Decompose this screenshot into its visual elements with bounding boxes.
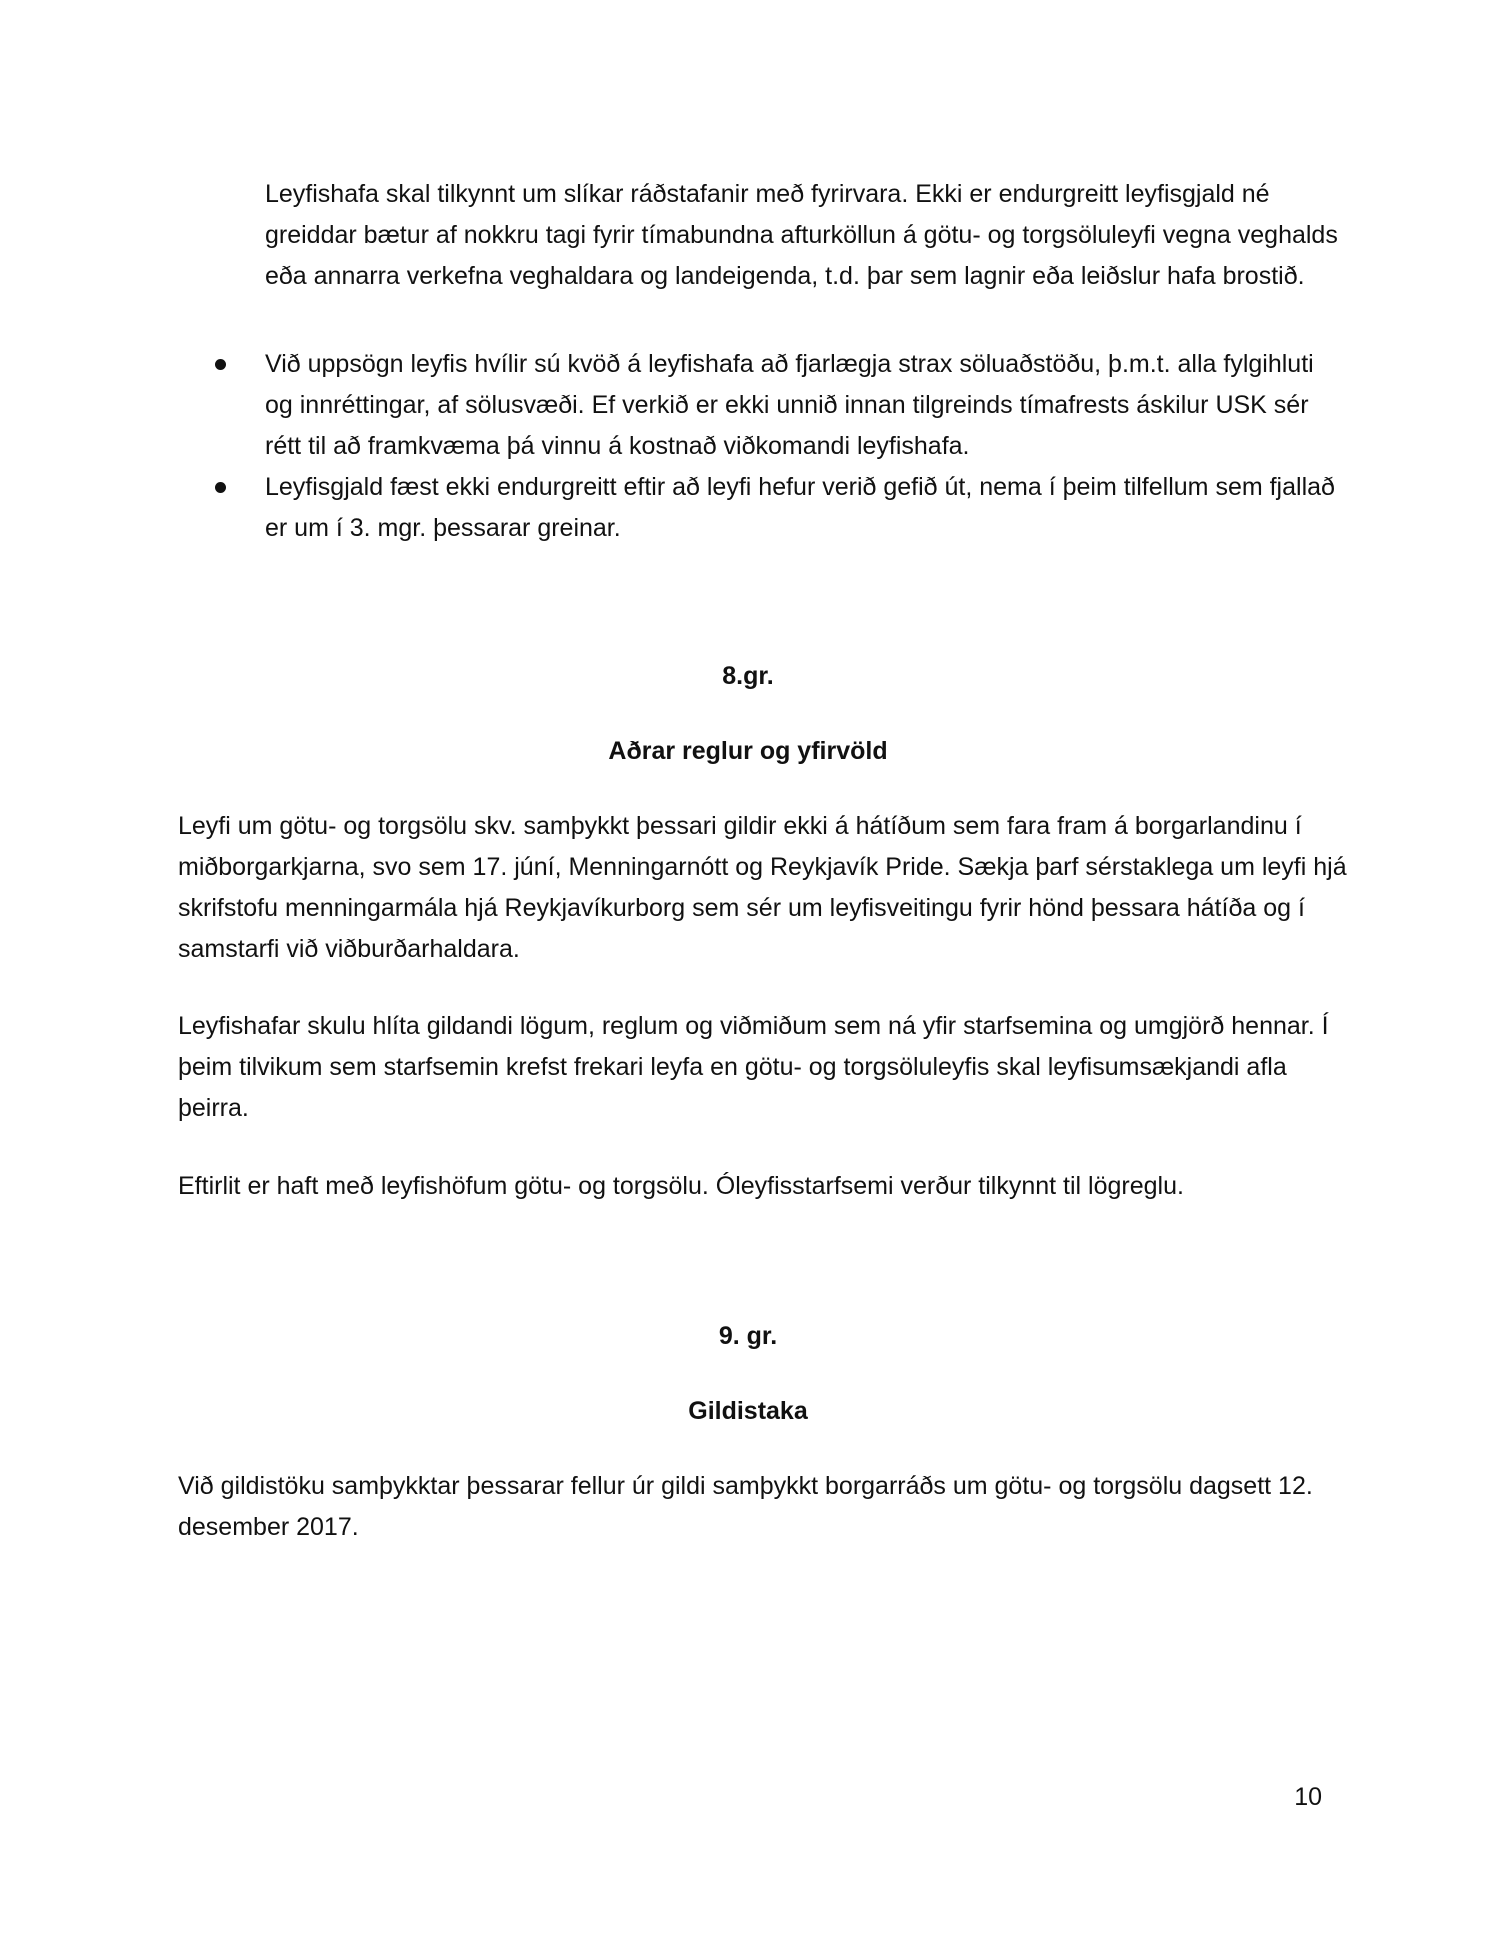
list-item [215, 467, 1340, 549]
bullet-icon [215, 359, 226, 370]
bullet-text: Við uppsögn leyfis hvílir sú kvöð á leyfishafa að fjarlægja strax söluaðstöðu, þ.m.t. alla fylgihluti og innréttingar, af sölusvæði. Ef verkið er ekki unnið innan tilgreinds tímafrests áskilur USK sér rétt til að framkvæma þá vinnu á kostnað viðkomandi leyfishafa. [265, 350, 1314, 460]
continuation-paragraph: Leyfishafa skal tilkynnt um slíkar ráðstafanir með fyrirvara. Ekki er endurgreitt leyfisgjald né greiddar bætur af nokkru tagi fyrir tímabundna afturköllun á götu- og torgsöluleyfi vegna veghalds eða annarra verkefna veghaldara og landeigenda, t.d. þar sem lagnir eða leiðslur hafa brostið. [265, 180, 1338, 290]
section-9-paragraph-1: Við gildistöku samþykktar þessarar fellur úr gildi samþykkt borgarráðs um götu- og torgsölu dagsett 12. desember 2017. [178, 1472, 1313, 1541]
list-item [215, 344, 1340, 467]
section-8-number: 8.gr. [722, 662, 774, 690]
bullet-icon [215, 482, 226, 493]
bullet-text: Leyfisgjald fæst ekki endurgreitt eftir að leyfi hefur verið gefið út, nema í þeim tilfellum sem fjallað er um í 3. mgr. þessarar greinar. [265, 473, 1335, 542]
section-9-number: 9. gr. [718, 1322, 778, 1350]
page-number: 10 [1294, 1783, 1322, 1811]
section-8-title: Aðrar reglur og yfirvöld [608, 737, 888, 765]
section-8-paragraph-1: Leyfi um götu- og torgsölu skv. samþykkt þessari gildir ekki á hátíðum sem fara fram á borgarlandinu í miðborgarkjarna, svo sem 17. júní, Menningarnótt og Reykjavík Pride. Sækja þarf sérstaklega um leyfi hjá skrifstofu menningarmála hjá Reykjavíkurborg sem sér um leyfisveitingu fyrir hönd þessara hátíða og í samstarfi við viðburðarhaldara. [178, 812, 1347, 963]
section-8-paragraph-2: Leyfishafar skulu hlíta gildandi lögum, reglum og viðmiðum sem ná yfir starfsemina og umgjörð hennar. Í þeim tilvikum sem starfsemin krefst frekari leyfa en götu- og torgsöluleyfis skal leyfisumsækjandi afla þeirra. [178, 1012, 1329, 1122]
section-8-paragraph-3: Eftirlit er haft með leyfishöfum götu- og torgsölu. Óleyfisstarfsemi verður tilkynnt til lögreglu. [178, 1172, 1184, 1200]
section-9-title: Gildistaka [688, 1397, 808, 1425]
bullet-list [215, 344, 1340, 549]
